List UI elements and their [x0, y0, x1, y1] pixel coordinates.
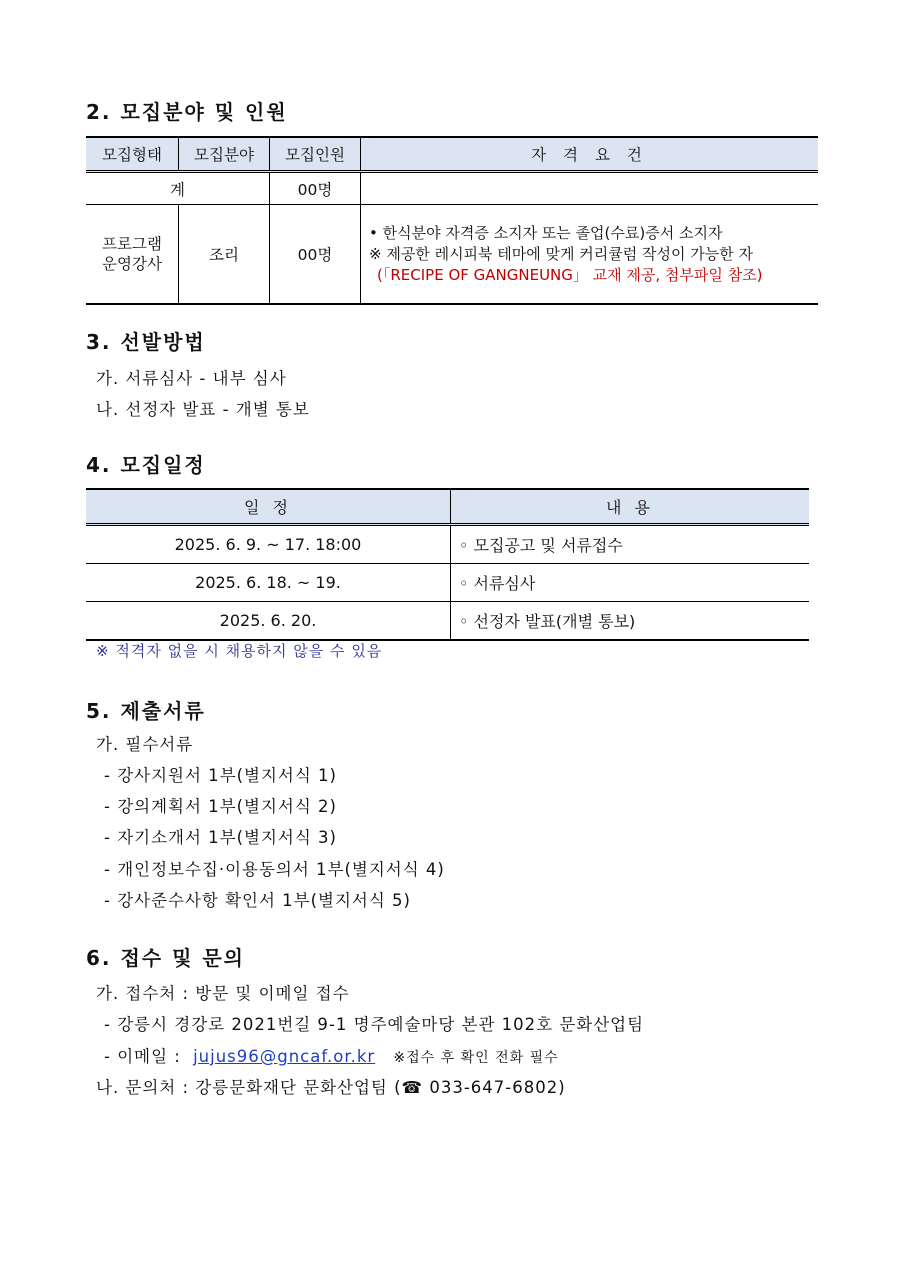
inquiry-line: 나. 문의처 : 강릉문화재단 문화산업팀 (☎ 033-647-6802)	[96, 1078, 566, 1097]
documents-subheading: 가. 필수서류	[96, 735, 194, 754]
total-requirements	[361, 172, 819, 205]
row-count: 00명	[270, 205, 361, 305]
col-header-field: 모집분야	[179, 137, 270, 172]
requirement-2: ※ 제공한 레시피북 테마에 맞게 커리큘럼 작성이 가능한 자	[369, 244, 753, 263]
table-row	[86, 564, 809, 602]
total-count: 00명	[270, 172, 361, 205]
reception-line: 가. 접수처 : 방문 및 이메일 접수	[96, 984, 350, 1003]
section-6-heading: 6. 접수 및 문의	[86, 946, 246, 970]
section-2-heading: 2. 모집분야 및 인원	[86, 100, 288, 124]
schedule-content: ◦ 선정자 발표(개별 통보)	[451, 602, 810, 641]
col-header-content: 내 용	[451, 489, 810, 525]
document-item: - 개인정보수집·이용동의서 1부(별지서식 4)	[104, 860, 445, 879]
col-header-type: 모집형태	[86, 137, 179, 172]
selection-item: 가. 서류심사 - 내부 심사	[96, 369, 287, 388]
row-field: 조리	[179, 205, 270, 305]
document-item: - 자기소개서 1부(별지서식 3)	[104, 828, 337, 847]
schedule-content: ◦ 서류심사	[451, 564, 810, 602]
table-row	[86, 525, 809, 564]
selection-item: 나. 선정자 발표 - 개별 통보	[96, 400, 310, 419]
schedule-date: 2025. 6. 20.	[86, 602, 451, 641]
email-line	[104, 1043, 559, 1067]
email-prefix: - 이메일 :	[104, 1047, 181, 1066]
col-header-requirements: 자 격 요 건	[361, 137, 819, 172]
address-line: - 강릉시 경강로 2021번길 9-1 명주예술마당 본관 102호 문화산업팀	[104, 1015, 645, 1034]
col-header-date: 일 정	[86, 489, 451, 525]
table-row	[86, 602, 809, 641]
document-item: - 강사준수사항 확인서 1부(별지서식 5)	[104, 891, 411, 910]
section-5-heading: 5. 제출서류	[86, 699, 206, 723]
schedule-content: ◦ 모집공고 및 서류접수	[451, 525, 810, 564]
schedule-date: 2025. 6. 18. ~ 19.	[86, 564, 451, 602]
schedule-date: 2025. 6. 9. ~ 17. 18:00	[86, 525, 451, 564]
recruitment-table	[86, 136, 818, 305]
row-requirements	[361, 205, 819, 305]
document-item: - 강사지원서 1부(별지서식 1)	[104, 766, 337, 785]
requirement-3: (「RECIPE OF GANGNEUNG」 교재 제공, 첨부파일 참조)	[377, 265, 763, 284]
section-3-heading: 3. 선발방법	[86, 330, 206, 354]
requirement-1: • 한식분야 자격증 소지자 또는 졸업(수료)증서 소지자	[369, 223, 723, 242]
email-link[interactable]: jujus96@gncaf.or.kr	[193, 1047, 376, 1066]
row-type: 프로그램 운영강사	[86, 205, 179, 305]
email-note: ※접수 후 확인 전화 필수	[393, 1050, 559, 1066]
schedule-table	[86, 488, 809, 641]
total-label: 계	[86, 172, 270, 205]
document-item: - 강의계획서 1부(별지서식 2)	[104, 797, 337, 816]
col-header-count: 모집인원	[270, 137, 361, 172]
schedule-note: ※ 적격자 없을 시 채용하지 않을 수 있음	[96, 642, 383, 660]
section-4-heading: 4. 모집일정	[86, 453, 206, 477]
